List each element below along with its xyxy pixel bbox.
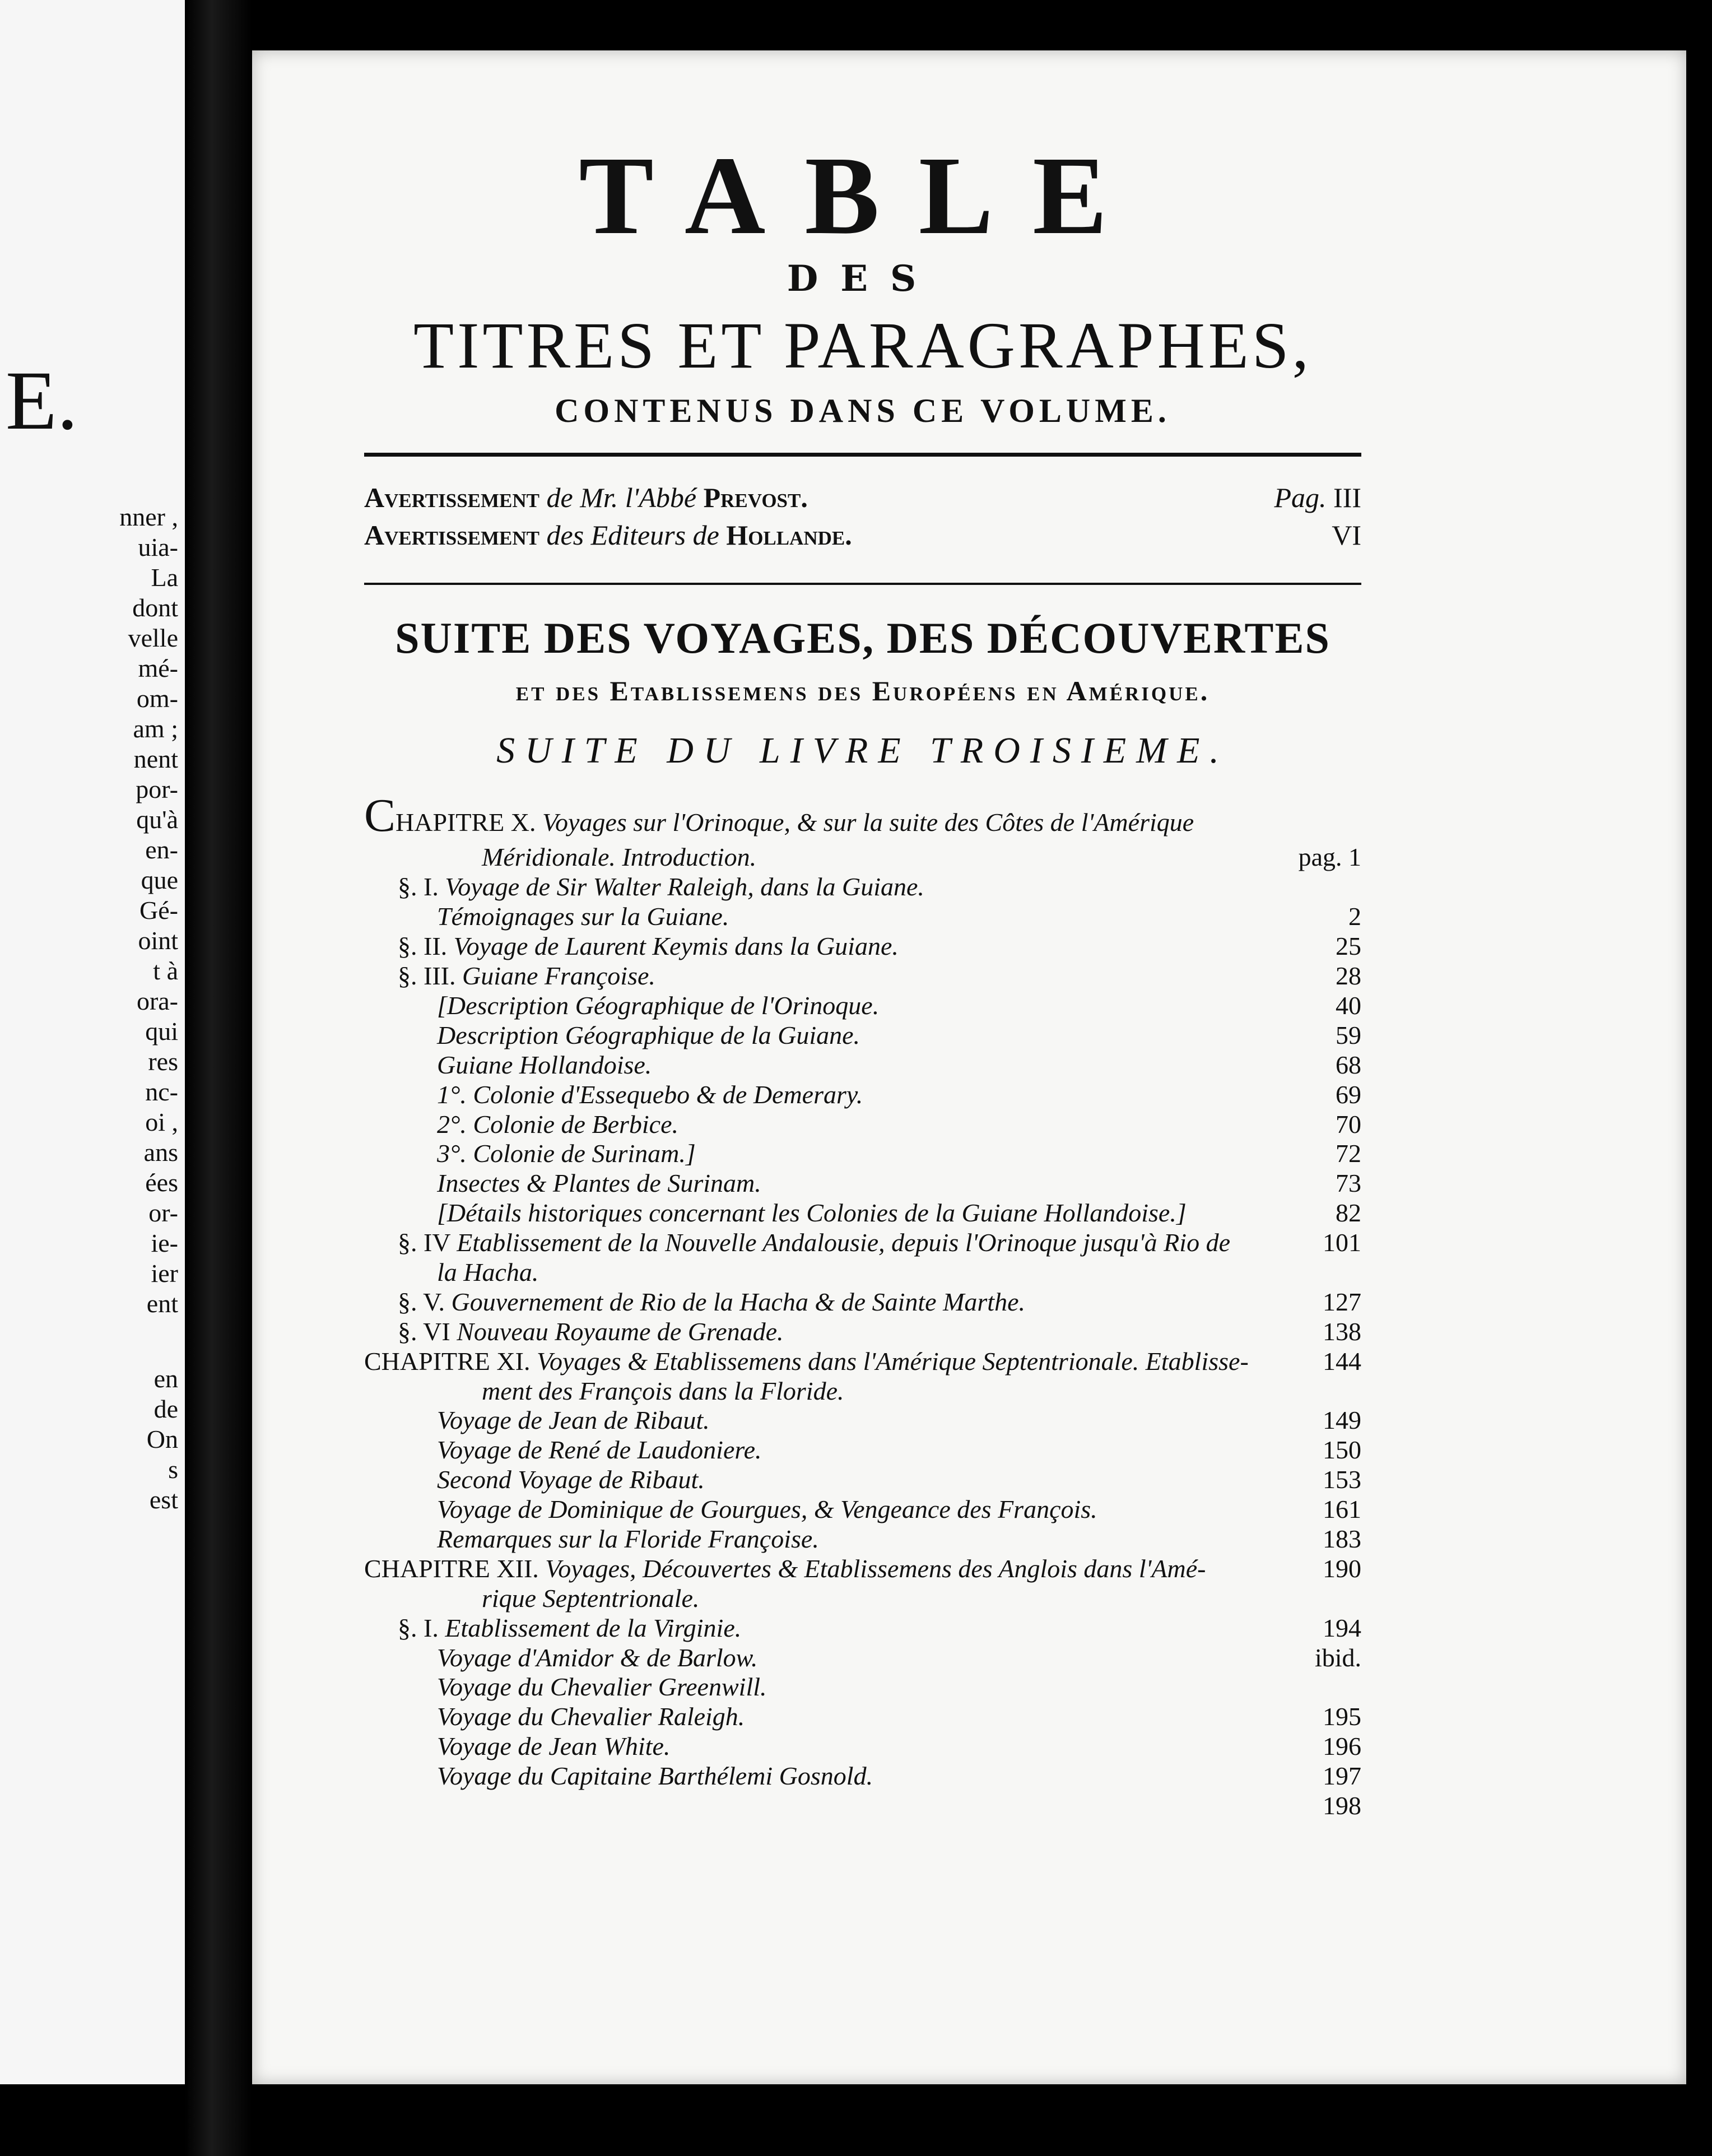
toc-entry-title: Voyage de Laurent Keymis dans la Guiane.	[453, 932, 899, 961]
toc-entry	[364, 1021, 1361, 1051]
toc-page-number: 153	[1323, 1465, 1361, 1494]
facing-page-fragment-line: nner ,	[119, 503, 178, 531]
toc-entry	[364, 1406, 1361, 1435]
toc-entry-title: Voyage du Chevalier Raleigh.	[437, 1702, 745, 1731]
toc-entry-title: Méridionale. Introduction.	[482, 843, 757, 872]
avertissement-lead: Avertissement	[364, 519, 540, 551]
toc-entry	[364, 1347, 1361, 1377]
book-page	[252, 50, 1686, 2084]
toc-entry-title: la Hacha.	[437, 1257, 539, 1286]
avertissement-rest: de Mr. l'Abbé	[539, 481, 704, 513]
facing-page-fragment-line: res	[148, 1047, 178, 1076]
facing-page-big-letter: E.	[6, 354, 78, 447]
toc-entry	[364, 1762, 1361, 1791]
toc-entry	[364, 932, 1361, 961]
facing-page-fragment-line: oint	[138, 926, 178, 955]
facing-page-fragment-line: velle	[128, 624, 178, 652]
toc-entry	[364, 1525, 1361, 1554]
facing-page-fragment-line: mé-	[138, 654, 178, 682]
toc-page-number: 197	[1323, 1762, 1361, 1791]
facing-page-fragment-line: por-	[136, 775, 178, 803]
toc-entry	[364, 1110, 1361, 1140]
toc-entry	[364, 1465, 1361, 1495]
toc-entry	[364, 902, 1361, 932]
section-subheading: et des Etablissemens des Européens en Amérique.	[515, 675, 1210, 707]
toc-entry	[364, 843, 1361, 872]
toc-entry	[364, 1643, 1361, 1673]
chapter-label: CHAPITRE XII.	[364, 1554, 539, 1583]
toc-entry-title: ment des François dans la Floride.	[482, 1376, 844, 1405]
facing-page-fragment-line: Gé-	[139, 896, 178, 924]
facing-page-fragment-line: uia-	[138, 533, 178, 561]
toc-entry	[364, 1702, 1361, 1732]
toc-page-number: 69	[1336, 1080, 1361, 1109]
avertissement-name: Prevost.	[703, 481, 808, 513]
page-label: Pag.	[1274, 481, 1327, 513]
toc-entry-title: [Détails historiques concernant les Colonies de la Guiane Hollandoise.]	[437, 1198, 1187, 1228]
toc-entry	[364, 1377, 1361, 1406]
toc-entry	[364, 1228, 1361, 1258]
facing-page-fragment-line: de	[153, 1395, 178, 1423]
toc-page-number: 2	[1348, 902, 1361, 931]
toc-entry	[364, 1051, 1361, 1080]
title-des: DES	[787, 258, 939, 300]
toc-entry	[364, 991, 1361, 1021]
page-number: III	[1333, 481, 1361, 513]
toc-entry-title: Voyages, Découvertes & Etablissemens des Anglois dans l'Amé-	[545, 1554, 1206, 1583]
toc-entry-title: Guiane Hollandoise.	[437, 1050, 652, 1079]
facing-page-fragment-line: est	[149, 1485, 178, 1514]
facing-page-fragment-line: nc-	[145, 1077, 178, 1106]
toc-page-number: 25	[1336, 932, 1361, 961]
toc-entry	[364, 789, 1361, 843]
toc-entry-title: Voyages sur l'Orinoque, & sur la suite des Côtes de l'Amérique	[542, 807, 1194, 837]
paragraph-label: §. I.	[398, 1613, 439, 1642]
facing-page-fragment-line: ans	[143, 1138, 178, 1167]
toc-entry	[364, 1139, 1361, 1169]
toc-page-number: 150	[1323, 1435, 1361, 1465]
toc-entry-title: Etablissement de la Virginie.	[445, 1613, 742, 1642]
avertissement-row	[364, 479, 1361, 517]
toc-entry-title: [Description Géographique de l'Orinoque.	[437, 991, 880, 1020]
facing-page-fragment	[0, 0, 185, 2084]
toc-entry-title: Voyage de Jean White.	[437, 1732, 671, 1761]
facing-page-fragment-line: La	[151, 563, 178, 592]
toc-page-number: 196	[1323, 1732, 1361, 1761]
toc-entry-title: Voyage de Jean de Ribaut.	[437, 1406, 710, 1435]
toc-page-number: 144	[1323, 1346, 1361, 1376]
toc-entry-title: rique Septentrionale.	[482, 1583, 700, 1613]
toc-entry-title: Second Voyage de Ribaut.	[437, 1465, 705, 1494]
facing-page-fragment-line: s	[168, 1455, 178, 1484]
toc-page-number: 198	[1323, 1791, 1361, 1820]
toc-entry	[364, 1672, 1361, 1702]
facing-page-fragment-line: ora-	[136, 987, 178, 1015]
toc-entry	[364, 1554, 1361, 1584]
facing-page-fragment-line: ées	[145, 1168, 178, 1197]
toc-page-number: 59	[1336, 1020, 1361, 1049]
facing-page-fragment-line: nent	[133, 745, 178, 773]
paragraph-label: §. VI	[398, 1317, 450, 1346]
toc-page-number: 70	[1336, 1109, 1361, 1139]
toc-page-number: 28	[1336, 961, 1361, 991]
facing-page-fragment-line: qui	[145, 1017, 178, 1046]
paragraph-label: §. IV	[398, 1228, 450, 1257]
toc-entry-title: Gouvernement de Rio de la Hacha & de Sainte Marthe.	[451, 1287, 1025, 1316]
page-title: TABLE	[579, 134, 1147, 258]
toc-entry-title: Description Géographique de la Guiane.	[437, 1020, 860, 1049]
toc-page-number: pag. 1	[1298, 843, 1361, 872]
toc-entry	[364, 1732, 1361, 1762]
toc-entry	[364, 1791, 1361, 1821]
toc-page-number: 149	[1323, 1406, 1361, 1435]
toc-page-number: 82	[1336, 1198, 1361, 1228]
toc-page-number: 73	[1336, 1169, 1361, 1198]
toc-entry-title: Etablissement de la Nouvelle Andalousie, depuis l'Orinoque jusqu'à Rio de	[457, 1228, 1230, 1257]
facing-page-fragment-line: en-	[145, 835, 178, 864]
toc-entry-title: Guiane Françoise.	[462, 961, 655, 991]
avertissements-list	[364, 479, 1361, 555]
toc-entry-title: Voyage du Capitaine Barthélemi Gosnold.	[437, 1762, 873, 1791]
toc-entry	[364, 872, 1361, 902]
paragraph-label: §. III.	[398, 961, 456, 991]
facing-page-fragment-line: qu'à	[136, 805, 178, 834]
toc-entry-title: 2°. Colonie de Berbice.	[437, 1109, 679, 1139]
title-contenus: CONTENUS DANS CE VOLUME.	[555, 392, 1171, 429]
toc-entry	[364, 1288, 1361, 1317]
toc-entry-title: Voyages & Etablissemens dans l'Amérique Septentrionale. Etablisse-	[536, 1346, 1249, 1376]
toc-page-number: 190	[1323, 1554, 1361, 1583]
toc-entry	[364, 1584, 1361, 1614]
paragraph-label: §. II.	[398, 932, 448, 961]
toc-entry-title: 1°. Colonie d'Essequebo & de Demerary.	[437, 1080, 863, 1109]
avertissement-rest: des Editeurs de	[539, 519, 727, 551]
toc-page-number: 161	[1323, 1495, 1361, 1524]
chapter-label: CHAPITRE XI.	[364, 1346, 531, 1376]
toc-page-number: 127	[1323, 1287, 1361, 1316]
toc-page-number: ibid.	[1314, 1643, 1361, 1672]
avertissement-row	[364, 517, 1361, 555]
toc-entry	[364, 1495, 1361, 1525]
paragraph-label: §. V.	[398, 1287, 445, 1316]
facing-page-fragment-line: ent	[146, 1289, 178, 1318]
chapter-initial: C	[364, 789, 396, 842]
facing-page-fragment-line: ier	[151, 1259, 178, 1288]
toc-page-number: 68	[1336, 1050, 1361, 1079]
toc-page-number: 195	[1323, 1702, 1361, 1731]
paragraph-label: §. I.	[398, 872, 439, 902]
toc-page-number: 101	[1323, 1228, 1361, 1257]
livre-heading: SUITE DU LIVRE TROISIEME.	[496, 729, 1229, 771]
facing-page-fragment-line: On	[146, 1425, 178, 1453]
facing-page-fragment-line: t à	[153, 956, 178, 985]
toc-page-number: 194	[1323, 1613, 1361, 1642]
toc-page-number: 40	[1336, 991, 1361, 1020]
rule-top	[364, 453, 1361, 457]
facing-page-fragment-line: om-	[136, 684, 178, 713]
avertissement-lead: Avertissement	[364, 481, 540, 513]
toc-entry-title: Voyage de René de Laudoniere.	[437, 1435, 762, 1465]
toc-page-number: 138	[1323, 1317, 1361, 1346]
rule-middle	[364, 583, 1361, 585]
toc-entry-title: Voyage d'Amidor & de Barlow.	[437, 1643, 758, 1672]
chapter-label: HAPITRE X.	[396, 807, 536, 837]
facing-page-fragment-line: en	[153, 1364, 178, 1393]
toc-entry-title: Témoignages sur la Guiane.	[437, 902, 729, 931]
toc-entry-title: Voyage de Dominique de Gourgues, & Vengeance des François.	[437, 1495, 1097, 1524]
toc-entry	[364, 1198, 1361, 1228]
facing-page-fragment-line: ie-	[151, 1229, 178, 1257]
facing-page-fragment-line: or-	[148, 1198, 178, 1227]
toc-entry-title: Remarques sur la Floride Françoise.	[437, 1524, 819, 1553]
toc-page-number: 72	[1336, 1139, 1361, 1168]
avertissement-name: Hollande.	[726, 519, 852, 551]
toc-entry	[364, 1435, 1361, 1465]
toc-entry-title: 3°. Colonie de Surinam.]	[437, 1139, 696, 1168]
page-number: VI	[1332, 519, 1361, 551]
facing-page-fragment-line: que	[141, 866, 178, 894]
toc-entry	[364, 1317, 1361, 1347]
toc-page-number: 183	[1323, 1524, 1361, 1553]
page-content	[364, 134, 1361, 1821]
facing-page-fragment-line: am ;	[133, 714, 178, 743]
toc-entry	[364, 1080, 1361, 1110]
book-gutter	[185, 0, 252, 2156]
toc-entry-title: Voyage de Sir Walter Raleigh, dans la Guiane.	[445, 872, 924, 902]
toc-entry-title: Voyage du Chevalier Greenwill.	[437, 1672, 767, 1702]
table-of-contents	[364, 789, 1361, 1821]
facing-page-fragment-line: oi ,	[145, 1108, 178, 1136]
toc-entry-title: Nouveau Royaume de Grenade.	[457, 1317, 784, 1346]
facing-page-fragment-line: dont	[132, 593, 178, 622]
toc-entry	[364, 1169, 1361, 1198]
title-subtitle: TITRES ET PARAGRAPHES,	[413, 309, 1312, 382]
toc-entry	[364, 1614, 1361, 1643]
toc-entry-title: Insectes & Plantes de Surinam.	[437, 1169, 761, 1198]
toc-entry	[364, 961, 1361, 991]
toc-entry	[364, 1258, 1361, 1288]
section-heading: SUITE DES VOYAGES, DES DÉCOUVERTES	[395, 613, 1330, 662]
